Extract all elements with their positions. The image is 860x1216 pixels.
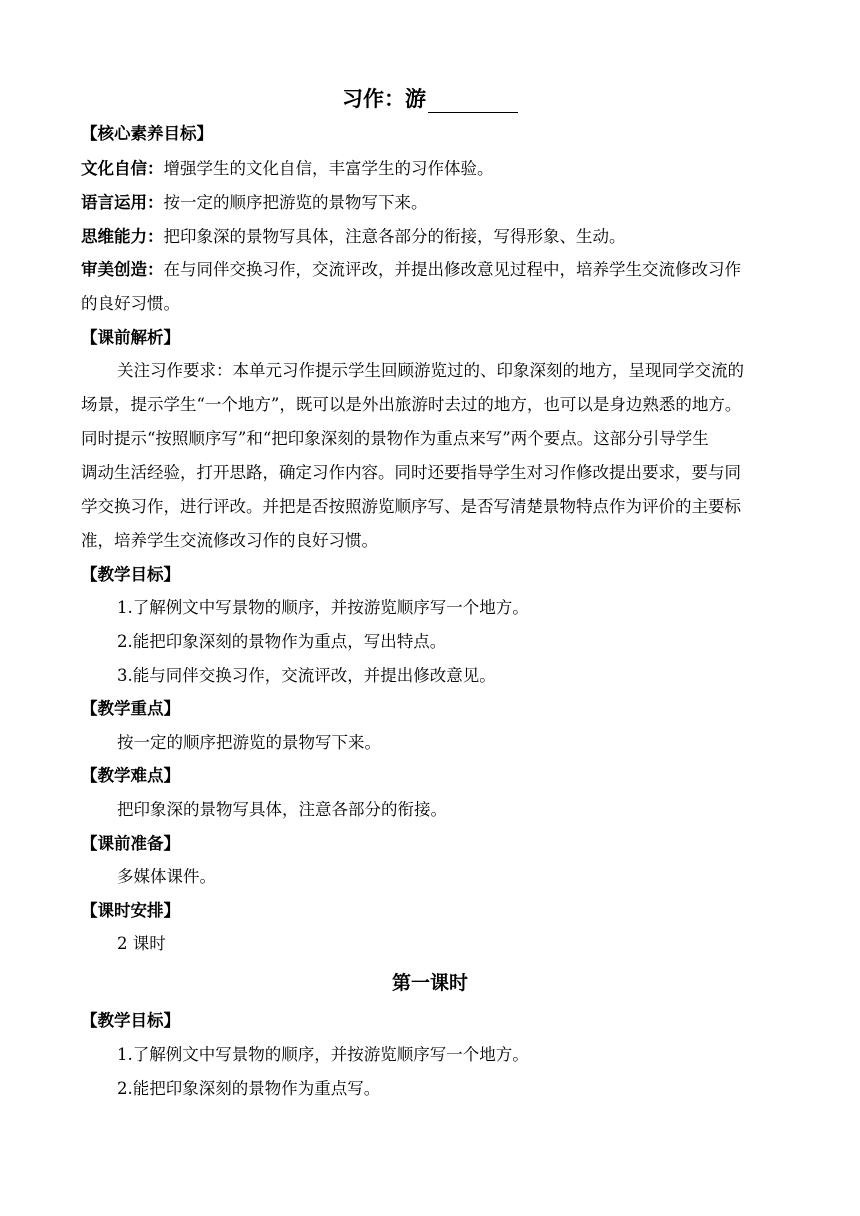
- key-heading: 【教学重点】: [81, 699, 180, 718]
- schedule-heading: 【课时安排】: [81, 901, 180, 920]
- core-text: 在与同伴交换习作，交流评改，并提出修改意见过程中，培养学生交流修改习作: [163, 260, 741, 279]
- analysis-line: 准，培养学生交流修改习作的良好习惯。: [81, 531, 378, 550]
- core-label: 思维能力：: [81, 227, 164, 246]
- core-text: 按一定的顺序把游览的景物写下来。: [163, 193, 428, 212]
- analysis-line: 同时提示“按照顺序写”和“把印象深刻的景物作为重点来写”两个要点。这部分引导学生: [81, 429, 709, 448]
- core-text: 把印象深的景物写具体，注意各部分的衔接，写得形象、生动。: [163, 227, 626, 246]
- analysis-line: 关注习作要求：本单元习作提示学生回顾游览过的、印象深刻的地方，呈现同学交流的: [117, 361, 744, 380]
- page-title: [0, 83, 860, 113]
- title-blank: [428, 92, 518, 113]
- core-label: 语言运用：: [81, 193, 164, 212]
- title-text: 习作：游: [342, 87, 426, 111]
- prep-text: 多媒体课件。: [117, 867, 216, 886]
- difficulty-heading: 【教学难点】: [81, 766, 180, 785]
- analysis-line: 调动生活经验，打开思路，确定习作内容。同时还要指导学生对习作修改提出要求，要与同: [81, 463, 741, 482]
- goal-item: 2.能把印象深刻的景物作为重点，写出特点。: [117, 632, 447, 651]
- analysis-heading: 【课前解析】: [81, 328, 180, 347]
- core-item: [81, 192, 781, 214]
- analysis-line: 学交换习作，进行评改。并把是否按照游览顺序写、是否写清楚景物特点作为评价的主要标: [81, 497, 741, 516]
- prep-heading: 【课前准备】: [81, 834, 180, 853]
- core-label: 审美创造：: [81, 260, 164, 279]
- lesson1-goal-item: 1.了解例文中写景物的顺序，并按游览顺序写一个地方。: [117, 1045, 529, 1064]
- core-item: [81, 158, 781, 180]
- lesson1-title: 第一课时: [391, 972, 468, 994]
- core-item: [81, 259, 781, 281]
- core-item-continued: 的良好习惯。: [81, 294, 180, 313]
- goals-heading: 【教学目标】: [81, 565, 180, 584]
- core-text: 增强学生的文化自信，丰富学生的习作体验。: [163, 159, 494, 178]
- analysis-line: 场景，提示学生“一个地方”，既可以是外出旅游时去过的地方，也可以是身边熟悉的地方。: [81, 395, 742, 414]
- schedule-text: 2 课时: [117, 934, 166, 953]
- core-item: [81, 226, 781, 248]
- lesson1-goals-heading: 【教学目标】: [81, 1011, 180, 1030]
- goal-item: 3.能与同伴交换习作，交流评改，并提出修改意见。: [117, 666, 496, 685]
- core-label: 文化自信：: [81, 159, 164, 178]
- key-text: 按一定的顺序把游览的景物写下来。: [117, 733, 381, 752]
- goal-item: 1.了解例文中写景物的顺序，并按游览顺序写一个地方。: [117, 598, 529, 617]
- lesson1-goal-item: 2.能把印象深刻的景物作为重点写。: [117, 1079, 381, 1098]
- core-heading: 【核心素养目标】: [81, 124, 213, 143]
- difficulty-text: 把印象深的景物写具体，注意各部分的衔接。: [117, 800, 447, 819]
